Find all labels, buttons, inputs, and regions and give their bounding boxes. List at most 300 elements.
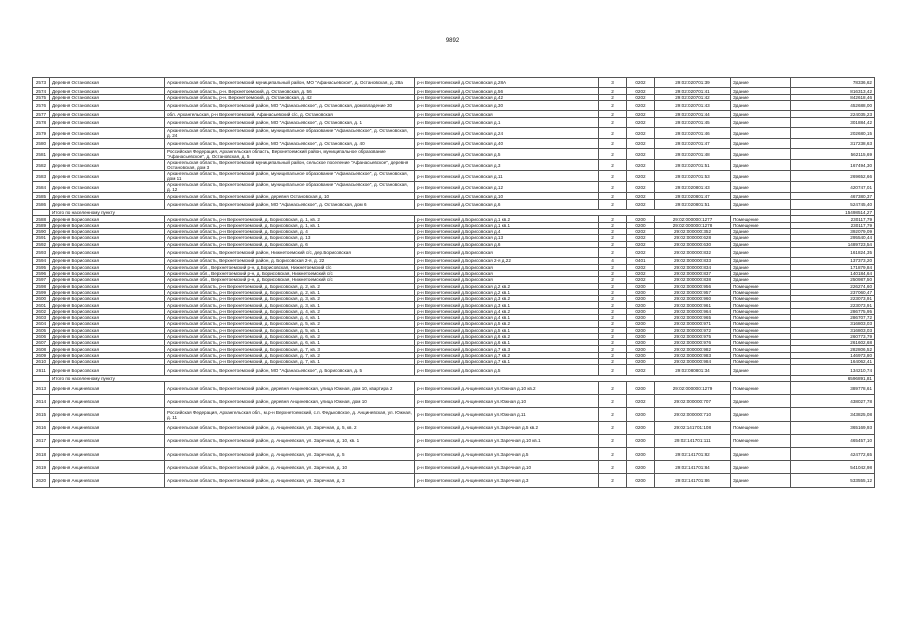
settlement-name: Деревня Борисовская (50, 264, 165, 270)
object-type: Здание (731, 229, 791, 235)
full-address: Архангельская область, р-н Верхнетоемский, д. Борисовская, д. 3, кв. 2 (165, 296, 415, 302)
quantity: 2 (599, 247, 627, 257)
row-number: 2576 (33, 100, 50, 110)
property-table (32, 77, 875, 488)
short-address: р-н Верхнетоемский д.Борисовская д.3 кв.1 (415, 302, 599, 308)
row-number: 2618 (33, 447, 50, 460)
row-number: 2616 (33, 421, 50, 434)
settlement-name: Деревня Остановская (50, 100, 165, 110)
settlement-name: Деревня Остановская (50, 139, 165, 149)
row-number: 2594 (33, 258, 50, 264)
quantity: 2 (599, 277, 627, 283)
short-address: р-н Верхнетоемский д.Анциневская ул.Заречная д.10 кв.1 (415, 434, 599, 447)
table-row (33, 149, 875, 160)
cadastral-number: 29:02:000000:984 (655, 359, 731, 365)
settlement-name: Деревня Остановская (50, 160, 165, 171)
full-address: Архангельская область, Верхнетоемский район, муниципальное образование "Афанасьевское", д. Остановская, д. 12 (165, 182, 415, 193)
table-row (33, 461, 875, 474)
code: 0202 (627, 128, 655, 139)
code: 0200 (627, 222, 655, 228)
full-address: Архангельская область, р-н. Верхнетоемский, д. Остановская, д. 42 (165, 94, 415, 100)
quantity: 2 (599, 111, 627, 117)
table-row (33, 395, 875, 408)
cadastral-number: 29:02:020701:45 (655, 117, 731, 127)
code: 0202 (627, 241, 655, 247)
object-type: Здание (731, 474, 791, 487)
object-type: Здание (731, 100, 791, 110)
code: 0202 (627, 94, 655, 100)
cadastral-value: 316803,03 (791, 321, 875, 327)
row-number: 2606 (33, 333, 50, 339)
cadastral-value: 842618,46 (791, 94, 875, 100)
quantity: 2 (599, 461, 627, 474)
cadastral-number: 29:02:020801:47 (655, 193, 731, 199)
settlement-name: Деревня Борисовская (50, 229, 165, 235)
quantity: 2 (599, 289, 627, 295)
cadastral-number: 29:02:020701:53 (655, 171, 731, 182)
quantity: 2 (599, 382, 627, 395)
table-row (33, 171, 875, 182)
short-address: р-н Верхнетоемский д.Анциневская ул.Южная д.10 кв.2 (415, 382, 599, 395)
row-number: 2581 (33, 149, 50, 160)
short-address: р-н Верхнетоемский д.Анциневская ул.Заречная д.5 (415, 447, 599, 460)
cadastral-value: 230117,79 (791, 216, 875, 222)
object-type: Здание (731, 258, 791, 264)
object-type: Здание (731, 88, 791, 94)
code: 0202 (627, 199, 655, 209)
object-type: Здание (731, 111, 791, 117)
code: 0200 (627, 333, 655, 339)
object-type: Здание (731, 447, 791, 460)
short-address: р-н Верхнетоемский д.Борисовская (415, 277, 599, 283)
quantity: 2 (599, 302, 627, 308)
row-number: 2577 (33, 111, 50, 117)
cadastral-number: 29:02:000000:352 (655, 229, 731, 235)
object-type: Помещение (731, 302, 791, 308)
full-address: Архангельская область, Верхнетоемский район, деревня Анциневская, улица Южная, дом 10, квартира 2 (165, 382, 415, 395)
quantity: 2 (599, 352, 627, 358)
row-number: 2619 (33, 461, 50, 474)
cadastral-number: 29:02:000000:837 (655, 270, 731, 276)
quantity: 2 (599, 321, 627, 327)
row-number: 2585 (33, 193, 50, 199)
code: 0200 (627, 308, 655, 314)
code: 0202 (627, 395, 655, 408)
quantity: 2 (599, 421, 627, 434)
settlement-name: Деревня Борисовская (50, 235, 165, 241)
row-number: 2598 (33, 283, 50, 289)
full-address: Архангельская область, р-н Верхнетоемский, д. Борисовская, д. 6 (165, 241, 415, 247)
cadastral-number: 29:02:000000:965 (655, 314, 731, 320)
quantity: 2 (599, 340, 627, 346)
code: 0200 (627, 216, 655, 222)
full-address: Архангельская область, Верхнетоемский район, МО "Афанасьевское", д. Остановская, д. 1 (165, 117, 415, 127)
table-row (33, 139, 875, 149)
short-address: р-н Верхнетоемский д.Борисовская (415, 247, 599, 257)
short-address: р-н Верхнетоемский д.Остановская д.3 (415, 160, 599, 171)
row-number: 2590 (33, 229, 50, 235)
quantity: 2 (599, 365, 627, 375)
full-address: Архангельская область, р-н Верхнетоемский, д. Борисовская, д. 3, кв. 1 (165, 302, 415, 308)
full-address: Архангельская обл., Верхнетоемский р-н, д.Борисовская, Нижнетоемский с/с (165, 264, 415, 270)
quantity: 2 (599, 327, 627, 333)
settlement-name: Деревня Борисовская (50, 241, 165, 247)
cadastral-value: 140184,64 (791, 270, 875, 276)
short-address: р-н Верхнетоемский д.Борисовская д.7 кв.1 (415, 359, 599, 365)
quantity: 2 (599, 199, 627, 209)
code: 0202 (627, 149, 655, 160)
short-address: р-н Верхнетоемский д.Анциневская ул.Заречная д.10 (415, 461, 599, 474)
settlement-name: Деревня Борисовская (50, 289, 165, 295)
settlement-name: Деревня Остановская (50, 199, 165, 209)
cadastral-value: 424772,65 (791, 447, 875, 460)
cadastral-number: 29:02:000000:975 (655, 333, 731, 339)
cadastral-value: 295540,44 (791, 235, 875, 241)
subtotal-label: Итого по населенному пункту (50, 375, 791, 381)
object-type: Помещение (731, 340, 791, 346)
short-address: р-н Верхнетоемский д.Борисовская д.13 (415, 235, 599, 241)
quantity: 4 (599, 258, 627, 264)
settlement-name: Деревня Борисовская (50, 327, 165, 333)
settlement-name: Деревня Борисовская (50, 216, 165, 222)
object-type: Помещение (731, 289, 791, 295)
settlement-name: Деревня Борисовская (50, 302, 165, 308)
code: 0200 (627, 302, 655, 308)
table-row (33, 382, 875, 395)
cadastral-number: 29:02:000000:833 (655, 258, 731, 264)
code: 0202 (627, 182, 655, 193)
object-type: Здание (731, 408, 791, 421)
code: 0202 (627, 247, 655, 257)
code: 0200 (627, 474, 655, 487)
quantity: 3 (599, 78, 627, 88)
row-number: 2605 (33, 327, 50, 333)
cadastral-number: 29:02:020801:51 (655, 199, 731, 209)
settlement-name: Деревня Остановская (50, 193, 165, 199)
cadastral-number: 29:02:020701:47 (655, 139, 731, 149)
quantity: 2 (599, 241, 627, 247)
row-number: 2579 (33, 128, 50, 139)
quantity: 2 (599, 160, 627, 171)
settlement-name: Деревня Остановская (50, 94, 165, 100)
code: 0200 (627, 461, 655, 474)
object-type: Помещение (731, 314, 791, 320)
cadastral-value: 392079,09 (791, 229, 875, 235)
short-address: р-н Верхнетоемский д.Борисовская д.4 кв.2 (415, 308, 599, 314)
short-address: р-н Верхнетоемский д.Борисовская д.1 кв.1 (415, 222, 599, 228)
short-address: р-н Верхнетоемский д.Борисовская д.6 (415, 241, 599, 247)
settlement-name: Деревня Анциневская (50, 434, 165, 447)
cadastral-value: 167494,30 (791, 160, 875, 171)
object-type: Помещение (731, 421, 791, 434)
full-address: Архангельская область, Верхнетоемский район, д. Анциневская, ул. Заречная, д. 10, кв. 1 (165, 434, 415, 447)
subtotal-value: 15498514,27 (791, 210, 875, 216)
object-type: Помещение (731, 296, 791, 302)
object-type: Здание (731, 264, 791, 270)
row-number: 2611 (33, 365, 50, 375)
short-address: р-н Верхнетоемский д.Остановская д.28А (415, 78, 599, 88)
cadastral-number: 29:02:020701:44 (655, 111, 731, 117)
cadastral-value: 541042,98 (791, 461, 875, 474)
row-number: 2600 (33, 296, 50, 302)
object-type: Здание (731, 235, 791, 241)
settlement-name: Деревня Остановская (50, 88, 165, 94)
table-row (33, 421, 875, 434)
quantity: 2 (599, 308, 627, 314)
settlement-name: Деревня Борисовская (50, 359, 165, 365)
quantity: 2 (599, 94, 627, 100)
settlement-name: Деревня Остановская (50, 111, 165, 117)
row-number: 2599 (33, 289, 50, 295)
quantity: 2 (599, 346, 627, 352)
code: 0200 (627, 421, 655, 434)
object-type: Помещение (731, 216, 791, 222)
cadastral-value: 438027,78 (791, 395, 875, 408)
cadastral-number: 29:02:000000:832 (655, 247, 731, 257)
code: 0200 (627, 283, 655, 289)
short-address: р-н Верхнетоемский д.Анциневская ул.Южная д.10 (415, 395, 599, 408)
object-type: Помещение (731, 382, 791, 395)
full-address: Архангельская область, р-н Верхнетоемский, д. Борисовская, д. 4 (165, 229, 415, 235)
subtotal-label: Итого по населенному пункту (50, 210, 791, 216)
full-address: Архангельская область, Верхнетоемский район, муниципальное образование "Афанасьевское", д. Остановская, дом 11 (165, 171, 415, 182)
quantity: 2 (599, 182, 627, 193)
cadastral-number: 29:02:141701:108 (655, 421, 731, 434)
code: 0200 (627, 296, 655, 302)
cadastral-number: 29:02:000000:971 (655, 321, 731, 327)
cadastral-value: 301884,42 (791, 117, 875, 127)
object-type: Здание (731, 241, 791, 247)
quantity: 2 (599, 149, 627, 160)
quantity: 2 (599, 434, 627, 447)
row-number: 2601 (33, 302, 50, 308)
code: 0200 (627, 434, 655, 447)
code: 0202 (627, 117, 655, 127)
cadastral-value: 269652,66 (791, 171, 875, 182)
cadastral-value: 286707,72 (791, 314, 875, 320)
quantity: 2 (599, 408, 627, 421)
object-type: Здание (731, 171, 791, 182)
code: 0202 (627, 235, 655, 241)
code: 0200 (627, 289, 655, 295)
cadastral-value: 816313,42 (791, 88, 875, 94)
quantity: 2 (599, 333, 627, 339)
cadastral-number: 29:02:020701:41 (655, 88, 731, 94)
short-address: р-н Верхнетоемский д.Борисовская 2-я д.22 (415, 258, 599, 264)
code: 0202 (627, 111, 655, 117)
cadastral-value: 260773,79 (791, 333, 875, 339)
cadastral-value: 533555,12 (791, 474, 875, 487)
settlement-name: Деревня Борисовская (50, 340, 165, 346)
table-row (33, 199, 875, 209)
code: 0200 (627, 408, 655, 421)
cadastral-value: 224035,23 (791, 111, 875, 117)
row-number: 2591 (33, 235, 50, 241)
settlement-name: Деревня Борисовская (50, 283, 165, 289)
cadastral-value: 134210,74 (791, 365, 875, 375)
short-address: р-н Верхнетоемский д.Остановская д.30 (415, 100, 599, 110)
object-type: Помещение (731, 346, 791, 352)
object-type: Здание (731, 277, 791, 283)
cadastral-number: 29:02:020701:42 (655, 94, 731, 100)
object-type: Помещение (731, 352, 791, 358)
cadastral-number: 29:02:141701:86 (655, 474, 731, 487)
cadastral-value: 420747,01 (791, 182, 875, 193)
object-type: Помещение (731, 434, 791, 447)
cadastral-value: 237060,47 (791, 289, 875, 295)
object-type: Здание (731, 139, 791, 149)
cadastral-value: 223073,91 (791, 302, 875, 308)
code: 0202 (627, 193, 655, 199)
row-number: 2582 (33, 160, 50, 171)
object-type: Здание (731, 199, 791, 209)
cadastral-number: 29:02:000000:972 (655, 327, 731, 333)
object-type: Помещение (731, 222, 791, 228)
short-address: р-н Верхнетоемский д.Анциневская ул.Заречная д.3 (415, 474, 599, 487)
cadastral-value: 389778,61 (791, 382, 875, 395)
cadastral-number: 29:02:020701:39 (655, 78, 731, 88)
full-address: Архангельская область, р-н Верхнетоемский, д. Борисовская, д. 13 (165, 235, 415, 241)
code: 0200 (627, 359, 655, 365)
table-row (33, 408, 875, 421)
full-address: Архангельская область, Верхнетоемский район, муниципальное образование "Афанасьевское", д. Остановская, д. 24 (165, 128, 415, 139)
row-number: 2597 (33, 277, 50, 283)
cadastral-number: 29:02:080801:34 (655, 365, 731, 375)
short-address: р-н Верхнетоемский д.Остановская д.6 (415, 199, 599, 209)
row-number: 2575 (33, 94, 50, 100)
short-address: р-н Верхнетоемский д.Борисовская д.5 кв.1 (415, 327, 599, 333)
short-address: р-н Верхнетоемский д.Остановская (415, 111, 599, 117)
cadastral-value: 226274,60 (791, 283, 875, 289)
cadastral-number: 29:02:141701:82 (655, 447, 731, 460)
cadastral-value: 282806,52 (791, 346, 875, 352)
quantity: 2 (599, 395, 627, 408)
object-type: Здание (731, 149, 791, 160)
short-address: р-н Верхнетоемский д.Борисовская д.2 кв.2 (415, 283, 599, 289)
quantity: 2 (599, 270, 627, 276)
object-type: Помещение (731, 359, 791, 365)
object-type: Помещение (731, 308, 791, 314)
cadastral-number: 29:02:020701:48 (655, 149, 731, 160)
short-address: р-н Верхнетоемский д.Борисовская д.1 кв.2 (415, 216, 599, 222)
short-address: р-н Верхнетоемский д.Остановская д.11 (415, 171, 599, 182)
cadastral-number: 29:02:020701:51 (655, 160, 731, 171)
cadastral-value: 230117,79 (791, 222, 875, 228)
row-number: 2607 (33, 340, 50, 346)
code: 0202 (627, 277, 655, 283)
short-address: р-н Верхнетоемский д.Остановская д.5 (415, 149, 599, 160)
cadastral-number: 29:02:000000:983 (655, 352, 731, 358)
code: 0202 (627, 88, 655, 94)
short-address: р-н Верхнетоемский д.Борисовская д.7 кв.3 (415, 346, 599, 352)
code: 0200 (627, 340, 655, 346)
full-address: Архангельская область, р-н Верхнетоемский, д. Борисовская, д. 4, кв. 1 (165, 314, 415, 320)
table-row (33, 447, 875, 460)
short-address: р-н Верхнетоемский д.Борисовская д.6 кв.2 (415, 333, 599, 339)
full-address: Архангельская область, Верхнетоемский район, д. Анциневская, ул. Заречная, д. 3 (165, 474, 415, 487)
settlement-name: Деревня Анциневская (50, 382, 165, 395)
row-number: 2596 (33, 270, 50, 276)
code: 0200 (627, 382, 655, 395)
cadastral-number: 29:02:000000:1278 (655, 222, 731, 228)
object-type: Здание (731, 94, 791, 100)
code: 0202 (627, 78, 655, 88)
full-address: Архангельская область, Верхнетоемский район, д. Анциневская, ул. Заречная, д. 5 (165, 447, 415, 460)
full-address: Архангельская область, Верхнетоемский муниципальный район, сельское поселение "Афанасьевское", деревня Остановская, дом 3 (165, 160, 415, 171)
row-number: 2589 (33, 222, 50, 228)
quantity: 2 (599, 474, 627, 487)
settlement-name: Деревня Борисовская (50, 222, 165, 228)
quantity: 2 (599, 359, 627, 365)
object-type: Здание (731, 128, 791, 139)
settlement-name: Деревня Борисовская (50, 346, 165, 352)
table-row (33, 474, 875, 487)
quantity: 2 (599, 216, 627, 222)
cadastral-value: 161824,35 (791, 247, 875, 257)
row-number: 2614 (33, 395, 50, 408)
row-number: 2615 (33, 408, 50, 421)
full-address: Архангельская область, р-н Верхнетоемский, д. Борисовская, д. 6, кв. 2 (165, 333, 415, 339)
cadastral-number: 29:02:000000:630 (655, 241, 731, 247)
settlement-name: Деревня Остановская (50, 78, 165, 88)
cadastral-value: 146973,80 (791, 352, 875, 358)
short-address: р-н Верхнетоемский д.Остановская д.42 (415, 94, 599, 100)
row-number: 2573 (33, 78, 50, 88)
settlement-name: Деревня Борисовская (50, 258, 165, 264)
full-address: Российская Федерация, Архангельская обл., м.р-н Верхнетоемский, с.п. Федьковское, д. Анциневская, ул. Южная, д. 11 (165, 408, 415, 421)
short-address: р-н Верхнетоемский д.Борисовская д.5 (415, 365, 599, 375)
full-address: Архангельская область, р-н Верхнетоемский, д. Борисовская, д. 7, кв. 3 (165, 346, 415, 352)
cadastral-number: 29:02:020701:43 (655, 100, 731, 110)
full-address: Архангельская область, Верхнетоемский муниципальный район, МО "Афанасьевское", д. Остановская, д. 28а (165, 78, 415, 88)
cadastral-value: 223073,91 (791, 296, 875, 302)
object-type: Здание (731, 160, 791, 171)
object-type: Здание (731, 461, 791, 474)
full-address: Архангельская область, р-н Верхнетоемский, д. Борисовская, д. 1, кв. 2 (165, 216, 415, 222)
table-row (33, 128, 875, 139)
code: 0202 (627, 171, 655, 182)
full-address: Архангельская область, р-н Верхнетоемский, д. Борисовская, д. 6, кв. 1 (165, 340, 415, 346)
quantity: 2 (599, 100, 627, 110)
code: 0202 (627, 270, 655, 276)
cadastral-value: 467380,37 (791, 193, 875, 199)
cadastral-value: 365169,93 (791, 421, 875, 434)
cadastral-value: 524745,40 (791, 199, 875, 209)
settlement-name: Деревня Борисовская (50, 277, 165, 283)
quantity: 2 (599, 235, 627, 241)
cadastral-value: 562115,69 (791, 149, 875, 160)
settlement-name: Деревня Анциневская (50, 461, 165, 474)
cadastral-number: 29:02:000000:1277 (655, 216, 731, 222)
settlement-name: Деревня Борисовская (50, 352, 165, 358)
row-number: 2574 (33, 88, 50, 94)
short-address: р-н Верхнетоемский д.Борисовская д.4 (415, 229, 599, 235)
row-number: 2595 (33, 264, 50, 270)
table-row (33, 100, 875, 110)
row-number: 2617 (33, 434, 50, 447)
full-address: Архангельская область, р-н Верхнетоемский, д. Борисовская, д. 1, кв. 1 (165, 222, 415, 228)
row-number: 2604 (33, 321, 50, 327)
quantity: 2 (599, 88, 627, 94)
quantity: 2 (599, 447, 627, 460)
cadastral-value: 317238,63 (791, 139, 875, 149)
settlement-name: Деревня Остановская (50, 117, 165, 127)
settlement-name: Деревня Остановская (50, 128, 165, 139)
quantity: 2 (599, 193, 627, 199)
cadastral-value: 164062,41 (791, 359, 875, 365)
table-row (33, 160, 875, 171)
cadastral-value: 250987,50 (791, 277, 875, 283)
